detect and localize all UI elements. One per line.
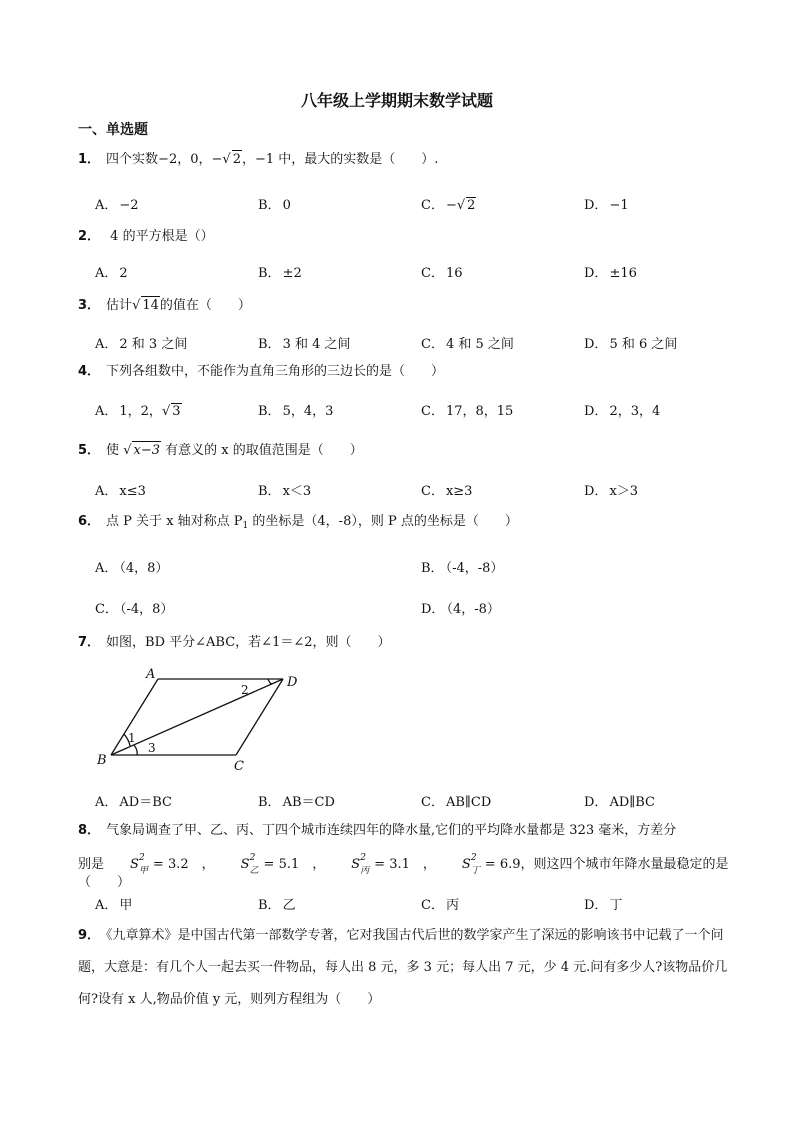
option-b[interactable]: B． ±2 <box>258 266 302 281</box>
question-7 <box>78 634 758 652</box>
question-text: 使 <box>106 443 124 458</box>
variance-jia: S 2 甲 <box>130 853 149 876</box>
options-6b <box>95 598 775 618</box>
question-text: 点 P 关于 x 轴对称点 P <box>106 514 243 529</box>
option-b[interactable]: B． 0 <box>258 198 291 213</box>
question-3: 3． 估计√ 14的值在（ ） <box>78 298 251 313</box>
option-b[interactable]: B． 3 和 4 之间 <box>258 337 351 352</box>
question-8-line2: 别是 S 2 甲 = 3.2 ， S 2 乙 = 5.1 ， S 2 丙 = 3.1 ， S 2 丁 = 6.9，则这四个城市年降水量最稳定的是（ ） <box>78 853 729 890</box>
option-d[interactable]: D． 5 和 6 之间 <box>584 337 678 352</box>
radical-sign: √ <box>123 443 132 458</box>
question-text: 气象局调查了甲、乙、丙、丁四个城市连续四年的降水量,它们的平均降水量都是 323 毫米，方差分 <box>106 823 677 838</box>
option-a[interactable]: A． 甲 <box>95 898 133 913</box>
option-b[interactable]: B． AB＝CD <box>258 795 335 810</box>
radicand: x−3 <box>133 443 160 458</box>
option-c[interactable]: C． 4 和 5 之间 <box>421 337 514 352</box>
question-number: 9． <box>78 928 101 943</box>
option-c[interactable]: C． 16 <box>421 266 463 281</box>
option-c[interactable]: C． x≥3 <box>421 484 473 499</box>
question-text: 四个实数−2，0， <box>106 152 212 167</box>
radical-sign: √ <box>222 152 231 167</box>
option-a[interactable]: A． （4，8） <box>95 561 169 576</box>
question-8 <box>78 822 758 840</box>
question-9 <box>78 920 728 1016</box>
question-text: 4 的平方根是（） <box>106 229 214 244</box>
question-2 <box>78 228 758 246</box>
option-b[interactable]: B． 5，4，3 <box>258 404 334 419</box>
option-d[interactable]: D． 丁 <box>584 898 623 913</box>
options-4 <box>95 400 775 420</box>
vertex-b-label: B <box>97 753 107 768</box>
variance-bing: S 2 丙 <box>351 853 370 876</box>
question-number: 3． <box>78 298 101 313</box>
radical-sign: √ <box>161 404 171 419</box>
diagonal-bd <box>111 679 283 755</box>
angle-3-arc <box>134 745 137 755</box>
angle-1-label: 1 <box>128 731 136 745</box>
question-text: 估计 <box>106 298 133 313</box>
question-number: 1． <box>78 152 101 167</box>
option-a[interactable]: A． 2 <box>95 266 128 281</box>
options-8 <box>95 894 775 914</box>
option-a[interactable]: A． x≤3 <box>95 484 146 499</box>
question-4 <box>78 363 758 381</box>
options-6a <box>95 557 775 577</box>
option-d[interactable]: D． ±16 <box>584 266 637 281</box>
option-c[interactable]: C． 17，8，15 <box>421 404 514 419</box>
option-d[interactable]: D． −1 <box>584 198 629 213</box>
option-b[interactable]: B． x＜3 <box>258 484 312 499</box>
question-text: 《九章算术》是中国古代第一部数学专著，它对我国古代后世的数学家产生了深远的影响该书中记载了一个问题，大意是：有几个人一起去买一件物品，每人出 8 元，多 3 元；每人出 7 元，少 4 元.问有多少人?该物品价几何?设有 x 人,物品价值 y 元，则列方程组为（ ） <box>78 928 728 1007</box>
option-d[interactable]: D． AD∥BC <box>584 795 655 810</box>
option-c[interactable]: C． −√ 2 <box>421 198 476 213</box>
question-6: 6． 点 P 关于 x 轴对称点 $P_1$ 的坐标是（4，-8），则 P 点的坐标是（ ） <box>78 514 518 531</box>
radicand: 2 <box>232 152 241 167</box>
question-number: 7． <box>78 635 101 650</box>
question-1: 1． 四个实数−2，0，−√ 2，−1 中，最大的实数是（ ）. <box>78 152 439 167</box>
question-text: 下列各组数中，不能作为直角三角形的三边长的是（ ） <box>106 364 445 379</box>
question-number: 5． <box>78 443 101 458</box>
page-title: 八年级上学期期末数学试题 <box>300 91 493 110</box>
radical-sign: √ <box>132 298 141 313</box>
angle-2-arc <box>268 679 272 684</box>
options-2 <box>95 262 775 282</box>
section-heading: 一、单选题 <box>78 122 148 138</box>
vertex-a-label: A <box>146 667 156 682</box>
radicand: 14 <box>142 298 159 313</box>
option-b[interactable]: B． （-4，-8） <box>421 561 504 576</box>
option-c[interactable]: C． AB∥CD <box>421 795 492 810</box>
option-d[interactable]: D． （4，-8） <box>421 602 500 617</box>
option-a[interactable]: A． AD＝BC <box>95 795 172 810</box>
options-5 <box>95 480 775 500</box>
option-a[interactable]: A． 1，2，√ 3 <box>95 404 181 419</box>
variance-ding: S 2 丁 <box>461 853 480 876</box>
parallelogram-figure <box>97 667 310 778</box>
question-number: 8． <box>78 823 101 838</box>
option-d[interactable]: D． x＞3 <box>584 484 639 499</box>
question-text: 如图，BD 平分∠ABC，若∠1＝∠2，则（ ） <box>106 635 391 650</box>
angle-3-label: 3 <box>148 741 156 755</box>
option-d[interactable]: D． 2，3，4 <box>584 404 661 419</box>
options-3 <box>95 333 775 353</box>
option-a[interactable]: A． −2 <box>95 198 139 213</box>
radical-sign: √ <box>456 198 466 213</box>
option-c[interactable]: C． 丙 <box>421 898 459 913</box>
vertex-c-label: C <box>234 759 244 774</box>
option-b[interactable]: B． 乙 <box>258 898 296 913</box>
option-c[interactable]: C． （-4，8） <box>95 602 174 617</box>
angle-2-label: 2 <box>241 683 249 697</box>
question-5: 5． 使 √ x−3 有意义的 x 的取值范围是（ ） <box>78 443 363 458</box>
option-a[interactable]: A． 2 和 3 之间 <box>95 337 188 352</box>
options-7 <box>95 791 775 811</box>
question-number: 4． <box>78 364 101 379</box>
vertex-d-label: D <box>287 675 298 690</box>
options-1 <box>95 194 775 214</box>
question-number: 2． <box>78 229 101 244</box>
variance-yi: S 2 乙 <box>240 853 259 876</box>
question-number: 6． <box>78 514 101 529</box>
